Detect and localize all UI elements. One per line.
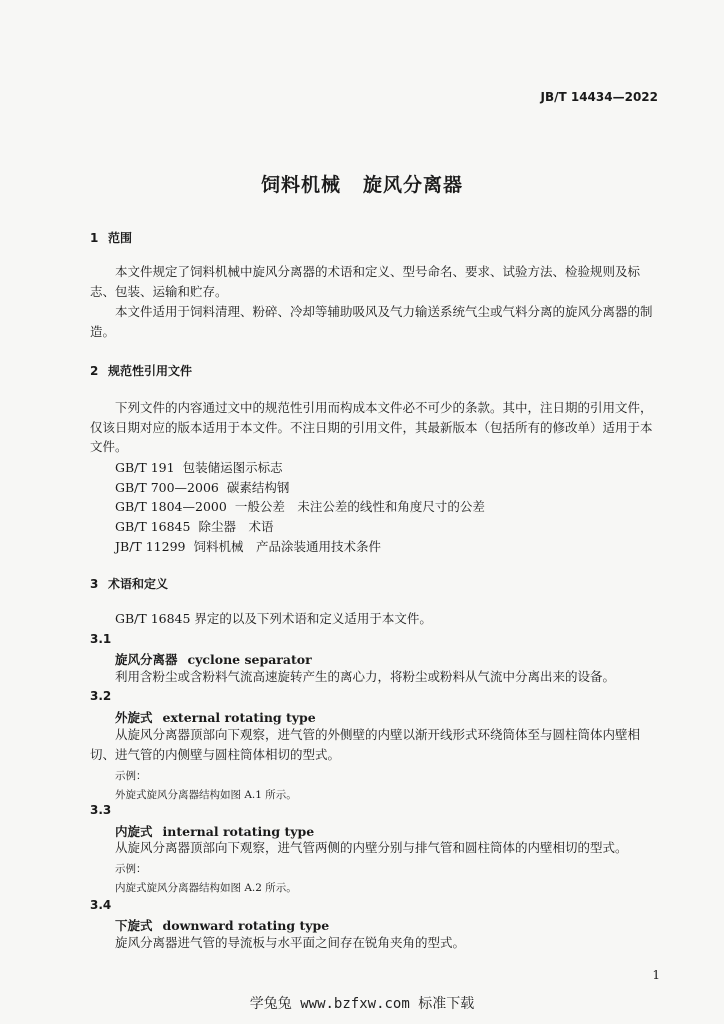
term-definition: 旋风分离器进气管的导流板与水平面之间存在锐角夹角的型式。 bbox=[115, 935, 466, 950]
section-3-paragraph-1: GB/T 16845 界定的以及下列术语和定义适用于本文件。 bbox=[115, 611, 432, 626]
section-heading-2: 2 规范性引用文件 bbox=[90, 364, 193, 378]
term-definition: 从旋风分离器顶部向下观察，进气管的外侧壁的内壁以渐开线形式环绕筒体至与圆柱筒体内壁相切、进气管的内侧壁与圆柱筒体相切的型式。 bbox=[90, 727, 641, 762]
title-part-1: 饲料机械 bbox=[260, 174, 341, 196]
page-number: 1 bbox=[652, 968, 660, 982]
example-label: 示例： bbox=[115, 863, 147, 875]
section-1-paragraph-2: 本文件适用于饲料清理、粉碎、冷却等辅助吸风及气力输送系统气尘或气料分离的旋风分离器的制造。 bbox=[90, 304, 653, 339]
term-number: 3.1 bbox=[90, 632, 112, 646]
document-title bbox=[0, 170, 724, 197]
example-text: 内旋式旋风分离器结构如图 A.2 所示。 bbox=[115, 882, 297, 894]
term-name: 旋风分离器 cyclone separator bbox=[115, 652, 312, 667]
term-name: 下旋式 downward rotating type bbox=[115, 918, 330, 933]
term-definition: 从旋风分离器顶部向下观察，进气管两侧的内壁分别与排气管和圆柱筒体的内壁相切的型式。 bbox=[115, 840, 628, 855]
section-1-paragraph-1: 本文件规定了饲料机械中旋风分离器的术语和定义、型号命名、要求、试验方法、检验规则及标志、包装、运输和贮存。 bbox=[90, 264, 641, 299]
example-label: 示例： bbox=[115, 770, 147, 782]
reference-item: JB/T 11299 饲料机械 产品涂装通用技术条件 bbox=[115, 539, 381, 554]
term-definition: 利用含粉尘或含粉料气流高速旋转产生的离心力，将粉尘或粉料从气流中分离出来的设备。 bbox=[115, 669, 616, 684]
reference-item: GB/T 16845 除尘器 术语 bbox=[115, 519, 274, 534]
term-name: 内旋式 internal rotating type bbox=[115, 824, 315, 839]
term-number: 3.3 bbox=[90, 803, 112, 817]
reference-item: GB/T 191 包装储运图示标志 bbox=[115, 460, 283, 475]
term-number: 3.4 bbox=[90, 898, 112, 912]
section-2-paragraph-1: 下列文件的内容通过文中的规范性引用而构成本文件必不可少的条款。其中，注日期的引用文件，仅该日期对应的版本适用于本文件。不注日期的引用文件，其最新版本（包括所有的修改单）适用于本文件。 bbox=[90, 400, 653, 454]
section-heading-3: 3 术语和定义 bbox=[90, 577, 169, 591]
watermark-footer: 学兔兔 www.bzfxw.com 标准下载 bbox=[249, 996, 475, 1012]
title-part-2: 旋风分离器 bbox=[363, 174, 464, 196]
standard-code: JB/T 14434—2022 bbox=[540, 90, 658, 104]
term-name: 外旋式 external rotating type bbox=[115, 710, 316, 725]
term-number: 3.2 bbox=[90, 689, 112, 703]
example-text: 外旋式旋风分离器结构如图 A.1 所示。 bbox=[115, 789, 297, 801]
reference-item: GB/T 1804—2000 一般公差 未注公差的线性和角度尺寸的公差 bbox=[115, 499, 485, 514]
reference-item: GB/T 700—2006 碳素结构钢 bbox=[115, 480, 290, 495]
section-heading-1: 1 范围 bbox=[90, 231, 133, 245]
